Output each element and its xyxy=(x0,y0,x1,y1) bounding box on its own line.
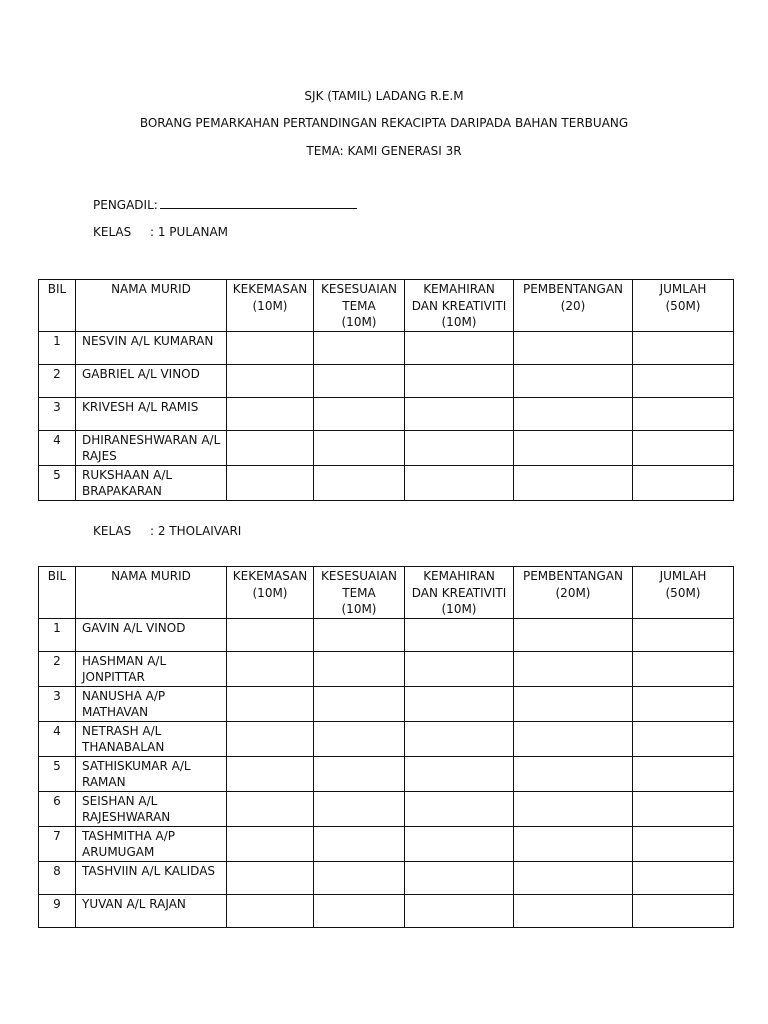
score-cell[interactable] xyxy=(514,364,633,397)
theme-title: TEMA: KAMI GENERASI 3R xyxy=(306,144,462,158)
judge-label: PENGADIL: xyxy=(93,198,158,212)
row-number: 3 xyxy=(39,686,76,721)
row-number: 6 xyxy=(39,791,76,826)
class-2-value: : 2 THOLAIVARI xyxy=(150,524,242,538)
table-row xyxy=(39,430,734,465)
table-row xyxy=(39,331,734,364)
total-cell[interactable] xyxy=(633,618,734,651)
score-cell[interactable] xyxy=(227,826,314,861)
total-cell[interactable] xyxy=(633,331,734,364)
judge-signature-line xyxy=(160,199,357,209)
row-number: 2 xyxy=(39,364,76,397)
total-cell[interactable] xyxy=(633,826,734,861)
total-cell[interactable] xyxy=(633,686,734,721)
score-cell[interactable] xyxy=(405,894,514,927)
table-row xyxy=(39,397,734,430)
column-header-theme-fit: KESESUAIAN TEMA (10M) xyxy=(314,280,405,332)
score-cell[interactable] xyxy=(227,331,314,364)
score-cell[interactable] xyxy=(314,791,405,826)
row-number: 1 xyxy=(39,618,76,651)
score-cell[interactable] xyxy=(514,756,633,791)
column-header-theme-fit: KESESUAIAN TEMA (10M) xyxy=(314,567,405,619)
row-number: 8 xyxy=(39,861,76,894)
student-name: NANUSHA A/P MATHAVAN xyxy=(76,686,227,721)
table-row xyxy=(39,686,734,721)
school-name: SJK (TAMIL) LADANG R.E.M xyxy=(304,89,464,103)
score-cell[interactable] xyxy=(405,721,514,756)
score-cell[interactable] xyxy=(514,397,633,430)
row-number: 7 xyxy=(39,826,76,861)
score-cell[interactable] xyxy=(227,651,314,686)
row-number: 2 xyxy=(39,651,76,686)
score-cell[interactable] xyxy=(227,894,314,927)
score-table-class-2 xyxy=(38,566,734,928)
score-cell[interactable] xyxy=(405,686,514,721)
student-name: GAVIN A/L VINOD xyxy=(76,618,227,651)
total-cell[interactable] xyxy=(633,397,734,430)
score-cell[interactable] xyxy=(314,894,405,927)
table-header-row xyxy=(39,567,734,619)
column-header-name: NAMA MURID xyxy=(76,280,227,332)
score-cell[interactable] xyxy=(405,618,514,651)
score-cell[interactable] xyxy=(514,651,633,686)
student-name: GABRIEL A/L VINOD xyxy=(76,364,227,397)
class-2-field xyxy=(93,524,241,539)
score-cell[interactable] xyxy=(227,465,314,500)
judge-field xyxy=(93,198,357,213)
total-cell[interactable] xyxy=(633,651,734,686)
student-name: DHIRANESHWARAN A/L RAJES xyxy=(76,430,227,465)
student-name: NETRASH A/L THANABALAN xyxy=(76,721,227,756)
score-cell[interactable] xyxy=(405,791,514,826)
score-cell[interactable] xyxy=(405,397,514,430)
score-cell[interactable] xyxy=(514,686,633,721)
score-cell[interactable] xyxy=(227,397,314,430)
table-row xyxy=(39,618,734,651)
score-cell[interactable] xyxy=(405,756,514,791)
score-cell[interactable] xyxy=(314,861,405,894)
score-cell[interactable] xyxy=(314,651,405,686)
column-header-bil: BIL xyxy=(39,280,76,332)
class-1-field xyxy=(93,225,228,240)
student-name: SATHISKUMAR A/L RAMAN xyxy=(76,756,227,791)
score-cell[interactable] xyxy=(227,791,314,826)
row-number: 4 xyxy=(39,430,76,465)
score-cell[interactable] xyxy=(405,861,514,894)
score-cell[interactable] xyxy=(405,465,514,500)
score-cell[interactable] xyxy=(314,618,405,651)
class-1-label: KELAS xyxy=(93,225,132,239)
total-cell[interactable] xyxy=(633,721,734,756)
column-header-presentation: PEMBENTANGAN (20M) xyxy=(514,567,633,619)
row-number: 3 xyxy=(39,397,76,430)
score-cell[interactable] xyxy=(514,894,633,927)
score-cell[interactable] xyxy=(405,651,514,686)
score-cell[interactable] xyxy=(227,364,314,397)
score-cell[interactable] xyxy=(514,721,633,756)
score-cell[interactable] xyxy=(314,364,405,397)
student-name: KRIVESH A/L RAMIS xyxy=(76,397,227,430)
total-cell[interactable] xyxy=(633,364,734,397)
class-2-label: KELAS xyxy=(93,524,132,538)
student-name: SEISHAN A/L RAJESHWARAN xyxy=(76,791,227,826)
table-row xyxy=(39,651,734,686)
row-number: 5 xyxy=(39,465,76,500)
student-name: TASHMITHA A/P ARUMUGAM xyxy=(76,826,227,861)
class-1-value: : 1 PULANAM xyxy=(150,225,229,239)
score-cell[interactable] xyxy=(314,721,405,756)
score-cell[interactable] xyxy=(314,686,405,721)
row-number: 9 xyxy=(39,894,76,927)
score-cell[interactable] xyxy=(405,331,514,364)
score-cell[interactable] xyxy=(405,430,514,465)
student-name: NESVIN A/L KUMARAN xyxy=(76,331,227,364)
score-cell[interactable] xyxy=(227,430,314,465)
total-cell[interactable] xyxy=(633,430,734,465)
student-name: HASHMAN A/L JONPITTAR xyxy=(76,651,227,686)
score-cell[interactable] xyxy=(314,826,405,861)
table-row xyxy=(39,826,734,861)
score-cell[interactable] xyxy=(314,756,405,791)
score-cell[interactable] xyxy=(227,861,314,894)
column-header-name: NAMA MURID xyxy=(76,567,227,619)
score-cell[interactable] xyxy=(314,465,405,500)
student-name: YUVAN A/L RAJAN xyxy=(76,894,227,927)
score-cell[interactable] xyxy=(514,791,633,826)
score-table-class-1 xyxy=(38,279,734,501)
table-row xyxy=(39,894,734,927)
column-header-total: JUMLAH (50M) xyxy=(633,280,734,332)
table-row xyxy=(39,364,734,397)
student-name: TASHVIIN A/L KALIDAS xyxy=(76,861,227,894)
total-cell[interactable] xyxy=(633,791,734,826)
score-cell[interactable] xyxy=(314,430,405,465)
score-cell[interactable] xyxy=(405,826,514,861)
score-cell[interactable] xyxy=(227,686,314,721)
table-row xyxy=(39,721,734,756)
table-row xyxy=(39,791,734,826)
total-cell[interactable] xyxy=(633,756,734,791)
score-cell[interactable] xyxy=(514,861,633,894)
column-header-neatness: KEKEMASAN (10M) xyxy=(227,280,314,332)
score-cell[interactable] xyxy=(514,430,633,465)
column-header-skill-creativity: KEMAHIRAN DAN KREATIVITI (10M) xyxy=(405,280,514,332)
score-cell[interactable] xyxy=(314,331,405,364)
score-cell[interactable] xyxy=(514,826,633,861)
total-cell[interactable] xyxy=(633,861,734,894)
column-header-presentation: PEMBENTANGAN (20) xyxy=(514,280,633,332)
form-title: BORANG PEMARKAHAN PERTANDINGAN REKACIPTA DARIPADA BAHAN TERBUANG xyxy=(139,116,629,130)
score-cell[interactable] xyxy=(405,364,514,397)
total-cell[interactable] xyxy=(633,894,734,927)
total-cell[interactable] xyxy=(633,465,734,500)
score-cell[interactable] xyxy=(514,465,633,500)
score-cell[interactable] xyxy=(314,397,405,430)
row-number: 4 xyxy=(39,721,76,756)
table-row xyxy=(39,465,734,500)
column-header-bil: BIL xyxy=(39,567,76,619)
table-row xyxy=(39,861,734,894)
row-number: 1 xyxy=(39,331,76,364)
table-header-row xyxy=(39,280,734,332)
row-number: 5 xyxy=(39,756,76,791)
score-cell[interactable] xyxy=(227,756,314,791)
column-header-skill-creativity: KEMAHIRAN DAN KREATIVITI (10M) xyxy=(405,567,514,619)
student-name: RUKSHAAN A/L BRAPAKARAN xyxy=(76,465,227,500)
score-cell[interactable] xyxy=(514,618,633,651)
score-cell[interactable] xyxy=(227,721,314,756)
column-header-total: JUMLAH (50M) xyxy=(633,567,734,619)
score-cell[interactable] xyxy=(514,331,633,364)
score-cell[interactable] xyxy=(227,618,314,651)
column-header-neatness: KEKEMASAN (10M) xyxy=(227,567,314,619)
table-row xyxy=(39,756,734,791)
